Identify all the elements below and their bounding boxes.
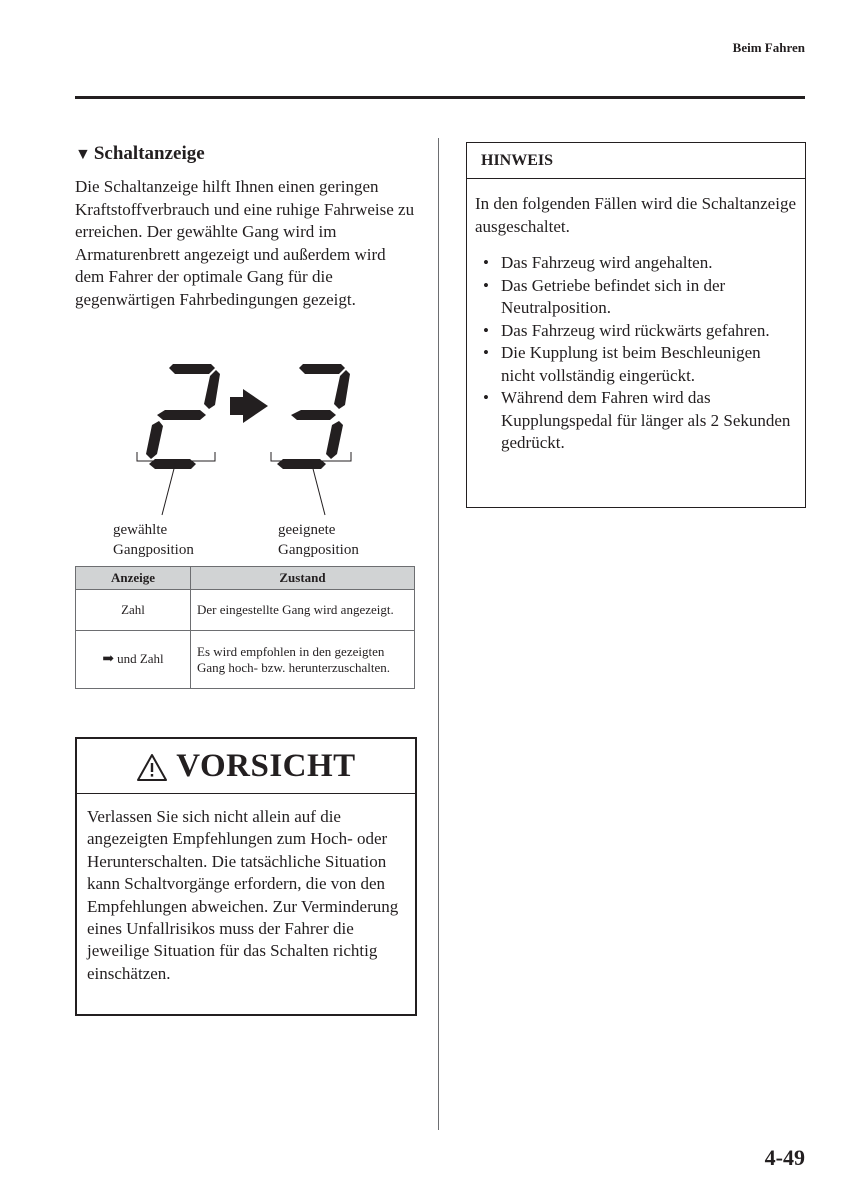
caption-line: geeignete [278, 522, 336, 538]
warning-triangle-icon [136, 753, 168, 782]
warning-header [77, 739, 415, 794]
warning-title: VORSICHT [176, 747, 356, 784]
note-box [466, 142, 806, 508]
arrow-right-icon [230, 389, 268, 423]
table-row [76, 631, 415, 689]
list-item: • Die Kupplung ist beim Beschleunigen nicht vollständig eingerückt. [467, 342, 805, 387]
table-cell-state: Es wird empfohlen in den gezeigten Gang hoch- bzw. herunterzuschalten. [191, 631, 415, 689]
table-row [76, 590, 415, 631]
table-cell-state: Der eingestellte Gang wird angezeigt. [191, 590, 415, 631]
caption-line: gewählte [113, 522, 168, 538]
header-section: Beim Fahren [732, 40, 805, 55]
header-rule [75, 96, 805, 99]
note-intro: In den folgenden Fällen wird die Schaltanzeige ausgeschaltet. [475, 194, 796, 236]
intro-paragraph: Die Schaltanzeige hilft Ihnen einen geringen Kraftstoffverbrauch und eine ruhige Fahrweise zu erreichen. Der gewählte Gang wird im Armaturenbrett angezeigt und außerdem wird dem Fahrer der optimale Gang für die gegenwärtigen Fahrbedingungen gezeigt. [75, 177, 415, 309]
column-divider [438, 138, 439, 1130]
digit-3-display [277, 364, 350, 469]
caption-suitable-gear [278, 520, 359, 560]
callout-lines [137, 452, 351, 515]
note-header: HINWEIS [467, 143, 805, 179]
section-heading [75, 143, 205, 165]
table-cell-display-text: und Zahl [117, 651, 164, 666]
caption-line: Gangposition [113, 542, 194, 558]
warning-box [75, 737, 417, 1016]
list-item: • Das Fahrzeug wird angehalten. [467, 252, 805, 275]
table-cell-display [76, 631, 191, 689]
note-list [467, 252, 805, 455]
list-item: • Das Fahrzeug wird rückwärts gefahren. [467, 320, 805, 343]
caption-selected-gear [113, 520, 194, 560]
table-cell-display: Zahl [76, 590, 191, 631]
list-item: • Das Getriebe befindet sich in der Neutralposition. [467, 275, 805, 320]
caption-line: Gangposition [278, 542, 359, 558]
gear-indicator-figure [75, 355, 415, 520]
column-header: Zustand [191, 567, 415, 590]
table-header-row [76, 567, 415, 590]
arrow-right-icon: ➡ [102, 652, 115, 667]
indicator-table [75, 566, 415, 689]
column-header: Anzeige [76, 567, 191, 590]
digit-2-display [146, 364, 220, 469]
warning-text: Verlassen Sie sich nicht allein auf die angezeigten Empfehlungen zum Hoch- oder Herunterschalten. Die tatsächliche Situation kann Schaltvorgänge erfordern, die von den Empfehlungen abweichen. Zur Verminderung eines Unfallrisikos muss der Fahrer die jeweilige Situation für das Schalten richtig einschätzen. [87, 807, 399, 983]
triangle-down-icon: ▼ [75, 146, 91, 163]
section-heading-text: Schaltanzeige [93, 143, 205, 164]
page-number: 4-49 [764, 1145, 805, 1170]
list-item: • Während dem Fahren wird das Kupplungspedal für länger als 2 Sekunden gedrückt. [467, 387, 805, 455]
